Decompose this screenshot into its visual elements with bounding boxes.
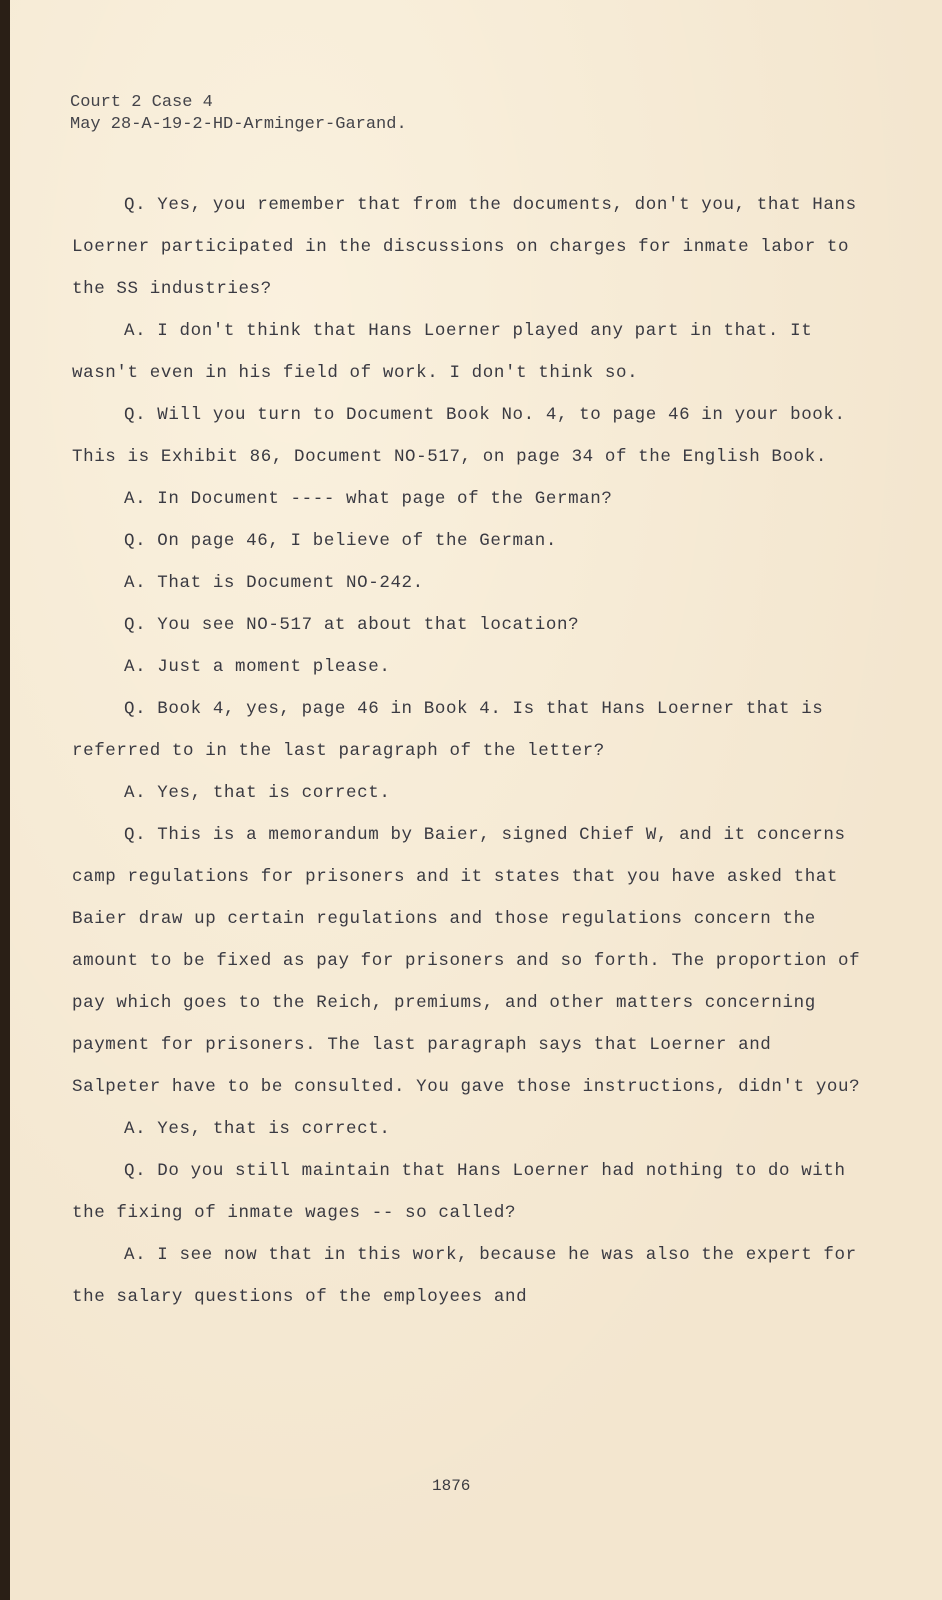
paragraph: A. Yes, that is correct. (124, 1119, 391, 1139)
paragraph: A. I see now that in this work, because he was also the expert for the salary questions of the employees and (72, 1245, 857, 1307)
document-page (10, 0, 942, 1600)
header-line-1: Court 2 Case 4 (70, 93, 213, 112)
paragraph: A. In Document ---- what page of the German? (124, 489, 613, 509)
paragraph: Q. On page 46, I believe of the German. (124, 531, 557, 551)
paragraph: Q. Book 4, yes, page 46 in Book 4. Is that Hans Loerner that is referred to in the last paragraph of the letter? (72, 699, 824, 761)
header (70, 92, 407, 136)
paragraph: Q. You see NO-517 at about that location? (124, 615, 580, 635)
paragraph: A. I don't think that Hans Loerner played any part in that. It wasn't even in his field of work. I don't think so. (72, 321, 813, 383)
header-line-2: May 28-A-19-2-HD-Arminger-Garand. (70, 115, 407, 134)
transcript-body (72, 184, 862, 1318)
paragraph: Q. This is a memorandum by Baier, signed Chief W, and it concerns camp regulations for prisoners and it states that you have asked that Baier draw up certain regulations and those regulations concern the amount to be fixed as pay for prisoners and so forth. The proportion of pay which goes to the Reich, premiums, and other matters concerning payment for prisoners. The last paragraph says that Loerner and Salpeter have to be consulted. You gave those instructions, didn't you? (72, 825, 861, 1097)
paragraph: A. Just a moment please. (124, 657, 391, 677)
page-number: 1876 (432, 1477, 471, 1495)
paragraph: A. Yes, that is correct. (124, 783, 391, 803)
paragraph: A. That is Document NO-242. (124, 573, 424, 593)
paragraph: Q. Do you still maintain that Hans Loerner had nothing to do with the fixing of inmate wages -- so called? (72, 1161, 846, 1223)
paragraph: Q. Will you turn to Document Book No. 4, to page 46 in your book. This is Exhibit 86, Document NO-517, on page 34 of the English Book. (72, 405, 846, 467)
paragraph: Q. Yes, you remember that from the documents, don't you, that Hans Loerner participated in the discussions on charges for inmate labor to the SS industries? (72, 195, 857, 299)
